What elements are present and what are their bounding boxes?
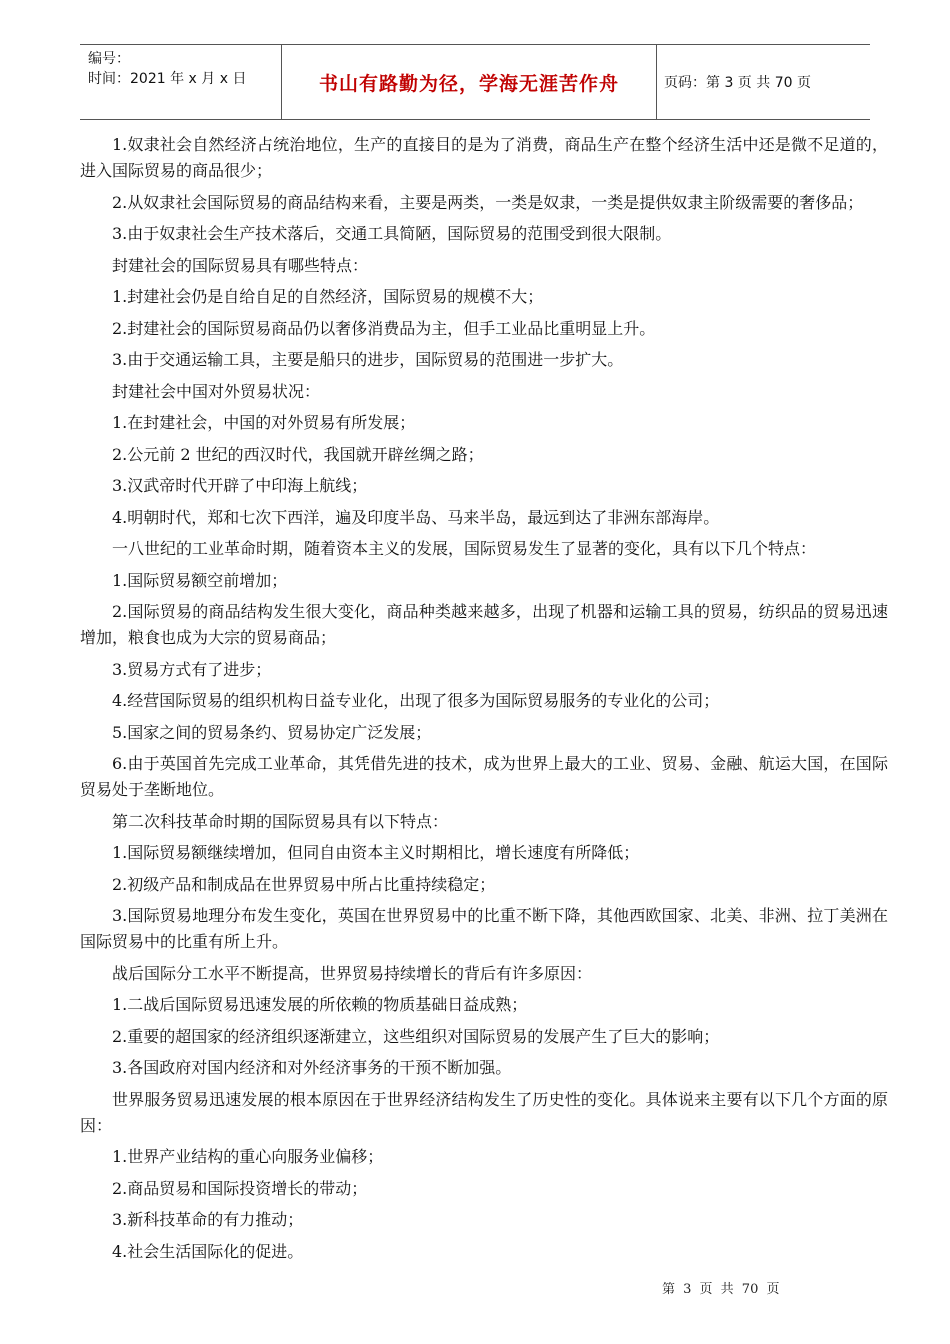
paragraph: 2.初级产品和制成品在世界贸易中所占比重持续稳定；: [112, 874, 496, 894]
paragraph: 2.公元前 2 世纪的西汉时代，我国就开辟丝绸之路；: [112, 444, 484, 464]
paragraph: 5.国家之间的贸易条约、贸易协定广泛发展；: [112, 722, 432, 742]
paragraph: 4.明朝时代，郑和七次下西洋，遍及印度半岛、马来半岛，最远到达了非洲东部海岸。: [112, 507, 720, 527]
paragraph: 战后国际分工水平不断提高，世界贸易持续增长的背后有许多原因：: [112, 963, 593, 983]
paragraph: 4.社会生活国际化的促进。: [112, 1241, 304, 1261]
document-time-label: 时间：2021 年 x 月 x 日: [88, 71, 247, 87]
paragraph: 3.汉武帝时代开辟了中印海上航线；: [112, 476, 368, 495]
paragraph: 封建社会中国对外贸易状况：: [112, 381, 321, 401]
page-footer: 第 3 页 共 70 页: [662, 1282, 780, 1297]
paragraph: 3.国际贸易地理分布发生变化，英国在世界贸易中的比重不断下降，其他西欧国家、北美、非洲、拉丁美洲在国际贸易中的比重有所上升。: [80, 906, 888, 951]
header-meta-cell: [80, 45, 282, 119]
paragraph: 3.各国政府对国内经济和对外经济事务的干预不断加强。: [112, 1058, 512, 1077]
paragraph: 一八世纪的工业革命时期，随着资本主义的发展，国际贸易发生了显著的变化，具有以下几个特点：: [112, 539, 817, 558]
paragraph: 4.经营国际贸易的组织机构日益专业化，出现了很多为国际贸易服务的专业化的公司；: [112, 691, 720, 710]
paragraph: 1.在封建社会，中国的对外贸易有所发展；: [112, 413, 416, 432]
paragraph: 世界服务贸易迅速发展的根本原因在于世界经济结构发生了历史性的变化。具体说来主要有以下几个方面的原因：: [80, 1089, 888, 1135]
document-number-label: 编号：: [88, 51, 130, 67]
paragraph: 封建社会的国际贸易具有哪些特点：: [112, 255, 369, 275]
paragraph: 3.新科技革命的有力推动；: [112, 1210, 304, 1229]
paragraph: 1.二战后国际贸易迅速发展的所依赖的物质基础日益成熟；: [112, 995, 528, 1014]
header-page-info: 页码：第 3 页 共 70 页: [664, 75, 811, 91]
header-motto: 书山有路勤为径，学海无涯苦作舟: [282, 45, 657, 119]
paragraph: 2.从奴隶社会国际贸易的商品结构来看，主要是两类，一类是奴隶，一类是提供奴隶主阶级需要的奢侈品；: [112, 192, 864, 212]
paragraph: 1.国际贸易额空前增加；: [112, 570, 288, 590]
paragraph: 6.由于英国首先完成工业革命，其凭借先进的技术，成为世界上最大的工业、贸易、金融、航运大国，在国际贸易处于垄断地位。: [80, 754, 888, 799]
page-header: [80, 44, 870, 120]
paragraph: 1.国际贸易额继续增加，但同自由资本主义时期相比，增长速度有所降低；: [112, 843, 640, 862]
document-body: [80, 132, 888, 1270]
paragraph: 1.封建社会仍是自给自足的自然经济，国际贸易的规模不大；: [112, 287, 544, 306]
paragraph: 3.贸易方式有了进步；: [112, 659, 272, 679]
paragraph: 2.重要的超国家的经济组织逐渐建立，这些组织对国际贸易的发展产生了巨大的影响；: [112, 1026, 720, 1046]
paragraph: 1.世界产业结构的重心向服务业偏移；: [112, 1147, 384, 1166]
paragraph: 3.由于交通运输工具，主要是船只的进步，国际贸易的范围进一步扩大。: [112, 350, 624, 369]
paragraph: 2.商品贸易和国际投资增长的带动；: [112, 1178, 368, 1198]
paragraph: 2.国际贸易的商品结构发生很大变化，商品种类越来越多，出现了机器和运输工具的贸易，纺织品的贸易迅速增加，粮食也成为大宗的贸易商品；: [80, 602, 888, 647]
paragraph: 第二次科技革命时期的国际贸易具有以下特点：: [112, 811, 449, 831]
paragraph: 2.封建社会的国际贸易商品仍以奢侈消费品为主，但手工业品比重明显上升。: [112, 318, 656, 338]
paragraph: 3.由于奴隶社会生产技术落后，交通工具简陋，国际贸易的范围受到很大限制。: [112, 224, 672, 243]
paragraph: 1.奴隶社会自然经济占统治地位，生产的直接目的是为了消费，商品生产在整个经济生活中还是微不足道的，进入国际贸易的商品很少；: [80, 135, 888, 180]
